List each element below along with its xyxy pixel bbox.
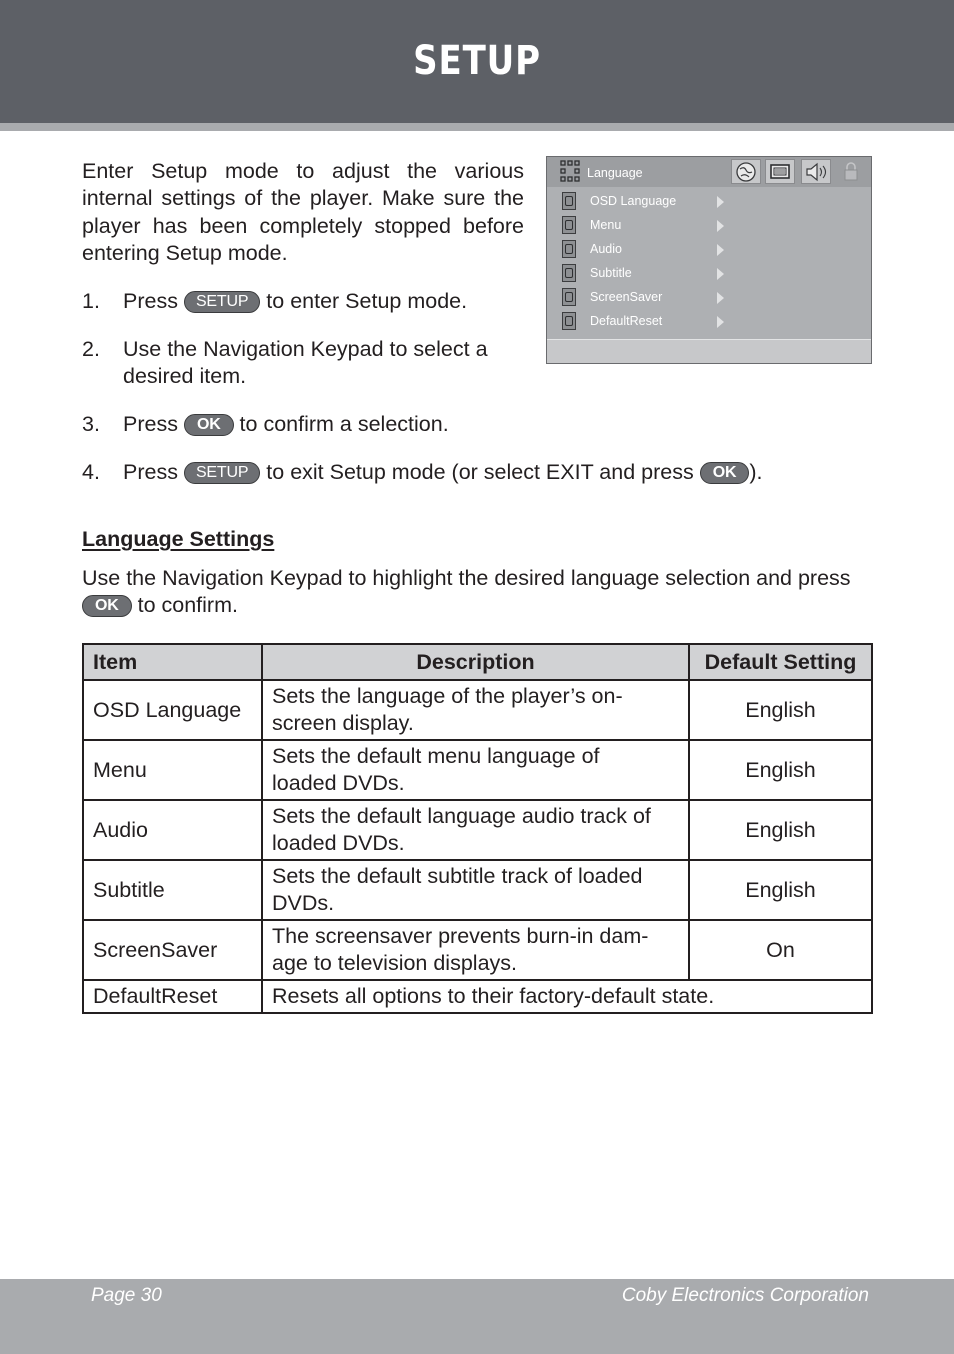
arrow-right-icon bbox=[717, 220, 724, 232]
table-header-row bbox=[83, 644, 872, 680]
osd-menu-item bbox=[547, 190, 871, 214]
cell-description: Sets the default menu language of loaded DVDs. bbox=[262, 740, 689, 800]
osd-menu-item bbox=[547, 238, 871, 262]
table-row bbox=[83, 680, 872, 740]
osd-top-bar bbox=[547, 157, 871, 187]
osd-item-label: Subtitle bbox=[590, 266, 632, 280]
cell-default: On bbox=[689, 920, 872, 980]
osd-menu-item bbox=[547, 286, 871, 310]
cell-item: Audio bbox=[83, 800, 262, 860]
step-text: Press bbox=[123, 460, 178, 484]
lock-icon bbox=[840, 160, 862, 182]
table-row bbox=[83, 740, 872, 800]
item-icon bbox=[562, 240, 576, 258]
paragraph-text: Use the Navigation Keypad to highlight the desired language selection and press bbox=[82, 566, 851, 590]
item-icon bbox=[562, 264, 576, 282]
step-2 bbox=[82, 336, 542, 392]
page-title: SETUP bbox=[413, 38, 541, 84]
osd-menu-item bbox=[547, 262, 871, 286]
cell-description: Sets the default language audio track of loaded DVDs. bbox=[262, 800, 689, 860]
step-text: Use the Navigation Keypad to select a bbox=[123, 337, 488, 361]
language-settings-table bbox=[82, 643, 873, 1014]
setup-button-badge: SETUP bbox=[184, 462, 260, 484]
screen-icon bbox=[769, 161, 791, 183]
step-4 bbox=[82, 459, 842, 487]
osd-tab-language bbox=[731, 159, 761, 184]
step-number: 4. bbox=[82, 460, 100, 484]
cell-default: English bbox=[689, 800, 872, 860]
globe-icon bbox=[735, 161, 757, 183]
osd-divider bbox=[547, 339, 871, 340]
step-text: desired item. bbox=[123, 364, 247, 389]
step-text: Press bbox=[123, 289, 178, 313]
table-row bbox=[83, 980, 872, 1013]
arrow-right-icon bbox=[717, 244, 724, 256]
cell-item: DefaultReset bbox=[83, 980, 262, 1013]
item-icon bbox=[562, 192, 576, 210]
arrow-right-icon bbox=[717, 268, 724, 280]
ok-button-badge: OK bbox=[82, 595, 132, 617]
cell-item: Menu bbox=[83, 740, 262, 800]
arrow-right-icon bbox=[717, 292, 724, 304]
cell-description: Sets the default subtitle track of loaded DVDs. bbox=[262, 860, 689, 920]
setup-screen-illustration bbox=[546, 156, 872, 364]
step-1 bbox=[82, 288, 542, 316]
ok-button-badge: OK bbox=[700, 462, 750, 484]
header-stripe bbox=[0, 123, 954, 131]
osd-item-label: ScreenSaver bbox=[590, 290, 663, 304]
table-row bbox=[83, 920, 872, 980]
company-name: Coby Electronics Corporation bbox=[621, 1285, 869, 1306]
step-3 bbox=[82, 411, 542, 439]
step-number: 1. bbox=[82, 289, 100, 313]
cell-default: English bbox=[689, 680, 872, 740]
step-number: 3. bbox=[82, 412, 100, 436]
step-text: to exit Setup mode (or select EXIT and press bbox=[266, 460, 694, 484]
arrow-right-icon bbox=[717, 316, 724, 328]
osd-item-label: Menu bbox=[590, 218, 622, 232]
item-icon bbox=[562, 288, 576, 306]
setup-button-badge: SETUP bbox=[184, 291, 260, 313]
column-header-item: Item bbox=[83, 644, 262, 680]
osd-tab-lock bbox=[837, 159, 867, 184]
step-text: Press bbox=[123, 412, 178, 436]
column-header-default: Default Setting bbox=[689, 644, 872, 680]
cell-default: English bbox=[689, 740, 872, 800]
step-text: to confirm a selection. bbox=[239, 412, 449, 436]
osd-tab-video bbox=[765, 159, 795, 184]
speaker-icon bbox=[805, 161, 829, 183]
osd-item-label: Audio bbox=[590, 242, 622, 256]
step-text: ). bbox=[749, 460, 763, 484]
cell-description: Sets the language of the player’s on- screen display. bbox=[262, 680, 689, 740]
cell-item: OSD Language bbox=[83, 680, 262, 740]
osd-menu-item bbox=[547, 310, 871, 334]
language-paragraph bbox=[82, 565, 874, 620]
osd-tab-audio bbox=[801, 159, 831, 184]
arrow-right-icon bbox=[717, 196, 724, 208]
osd-item-label: OSD Language bbox=[590, 194, 677, 208]
page-number: Page 30 bbox=[91, 1285, 162, 1306]
paragraph-text: to confirm. bbox=[137, 593, 238, 618]
cell-description: The screensaver prevents burn-in dam- age to television displays. bbox=[262, 920, 689, 980]
step-text: to enter Setup mode. bbox=[266, 289, 468, 313]
section-title: Language Settings bbox=[82, 527, 275, 551]
cell-item: Subtitle bbox=[83, 860, 262, 920]
item-icon bbox=[562, 216, 576, 234]
step-number: 2. bbox=[82, 337, 100, 361]
column-header-description: Description bbox=[262, 644, 689, 680]
item-icon bbox=[562, 312, 576, 330]
ok-button-badge: OK bbox=[184, 414, 234, 436]
cell-description: Resets all options to their factory-default state. bbox=[262, 980, 872, 1013]
osd-item-label: DefaultReset bbox=[590, 314, 663, 328]
intro-paragraph: Enter Setup mode to adjust the various internal settings of the player. Make sure the player has been completely stopped before entering Setup mode. bbox=[82, 159, 524, 265]
menu-grid-icon bbox=[560, 160, 580, 182]
table-row bbox=[83, 800, 872, 860]
osd-menu-item bbox=[547, 214, 871, 238]
osd-menu-list bbox=[547, 187, 871, 339]
table-row bbox=[83, 860, 872, 920]
osd-title: Language bbox=[587, 166, 643, 180]
cell-item: ScreenSaver bbox=[83, 920, 262, 980]
cell-default: English bbox=[689, 860, 872, 920]
